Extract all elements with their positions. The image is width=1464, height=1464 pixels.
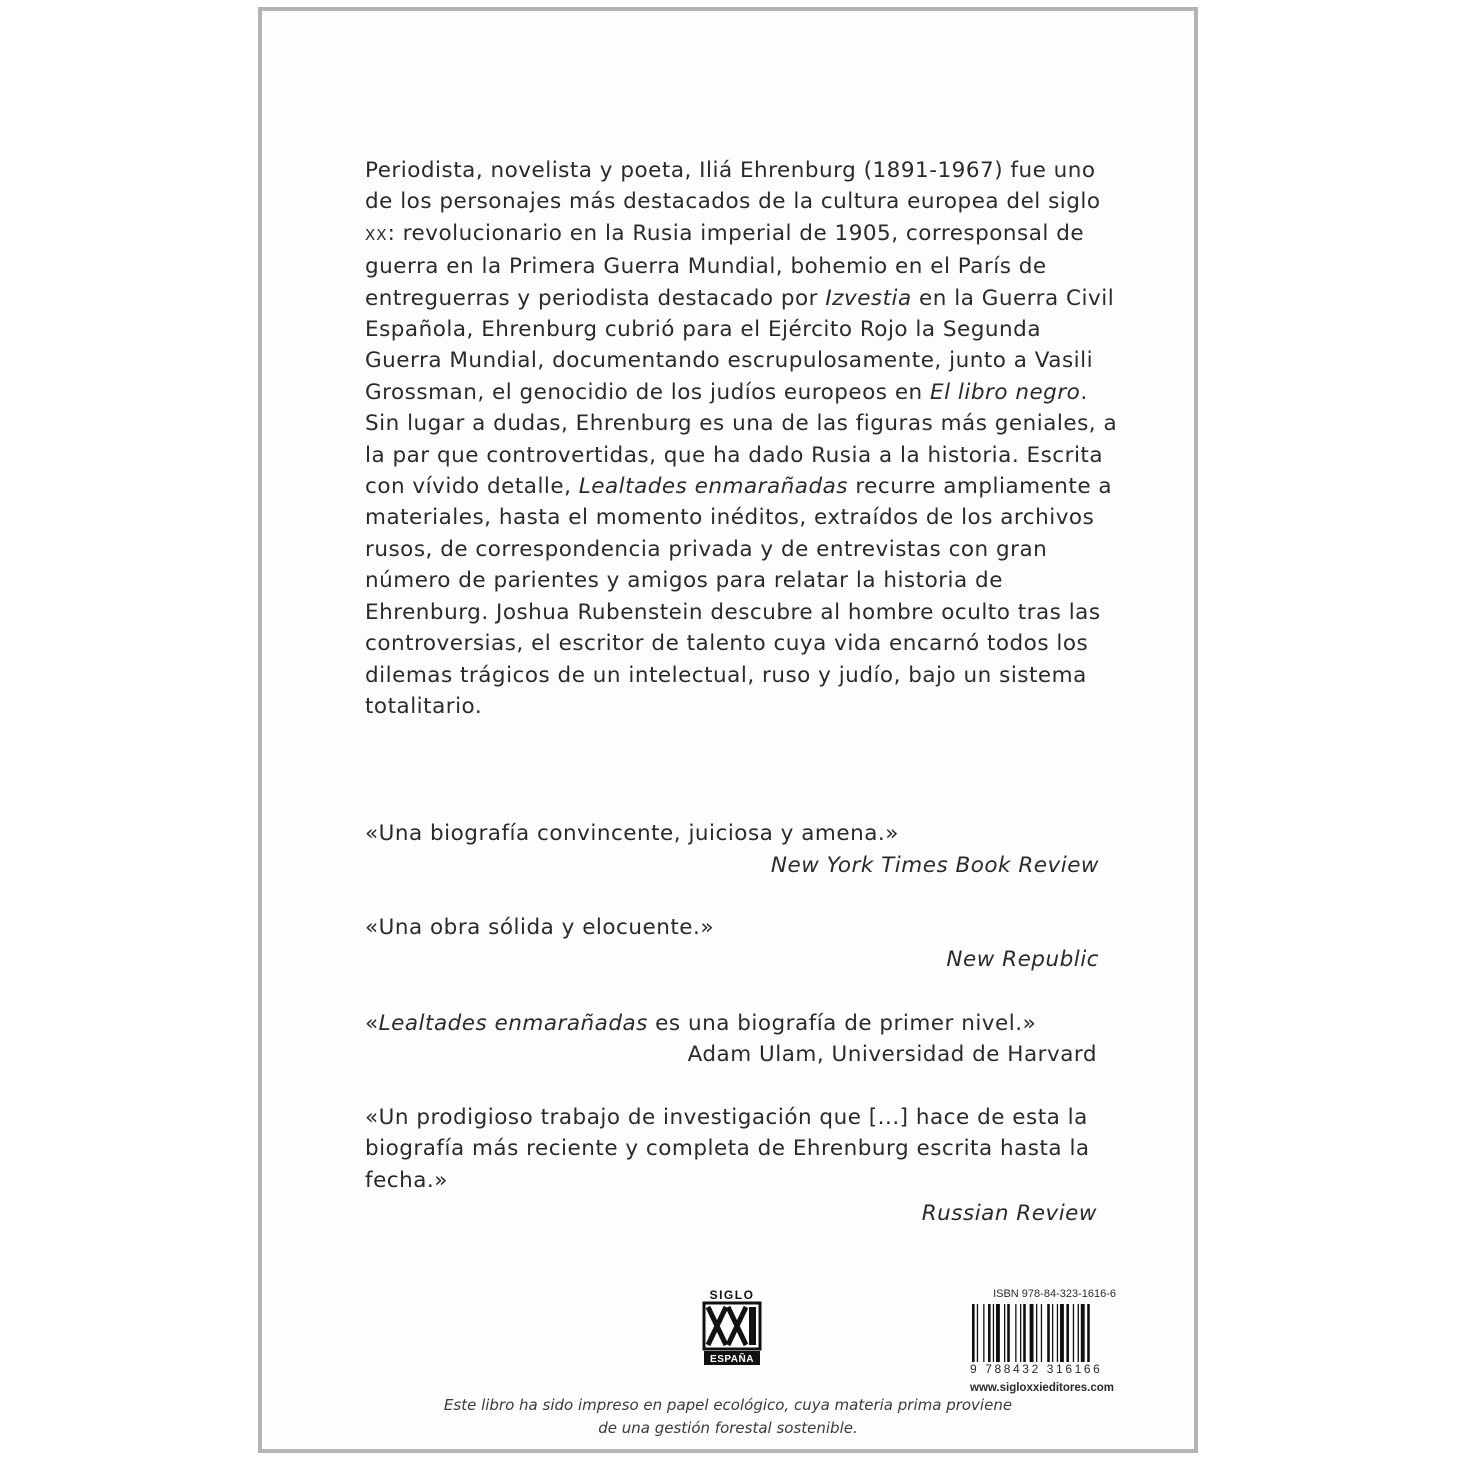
- quote-text: «Una obra sólida y elocuente.»: [365, 915, 714, 940]
- quote-source: Russian Review: [921, 1201, 1097, 1227]
- book-title-black-book: El libro negro: [930, 379, 1081, 405]
- barcode-icon: [968, 1304, 1130, 1364]
- quote-source: New York Times Book Review: [770, 853, 1099, 879]
- review-quote-new-republic: [365, 912, 1115, 976]
- synopsis-text-4: . Sin lugar a dudas, Ehrenburg es una de las figuras más geniales, a la par que controvertidas, que ha dado Rusia a la historia. Escrita con vívido detalle,: [365, 379, 1118, 500]
- review-quote-ulam: [365, 1008, 1115, 1071]
- quote-source: New Republic: [946, 947, 1099, 973]
- synopsis-text-3: en la Guerra Civil Española, Ehrenburg cubrió para el Ejército Rojo la Segunda Guerra Mundial, documentando escrupulosamente, junto a Vasili Grossman, el genocidio de los judíos europeos en: [365, 285, 1115, 405]
- publisher-website: www.sigloxxieditores.com: [970, 1382, 1115, 1394]
- review-quote-russian-review: [365, 1102, 1115, 1230]
- quote-text: es una biografía de primer nivel.»: [647, 1011, 1037, 1036]
- quote-book-title: Lealtades enmarañadas: [378, 1011, 648, 1036]
- quote-text: «Una biografía convincente, juiciosa y amena.»: [365, 821, 899, 846]
- synopsis-paragraph: [365, 155, 1125, 722]
- isbn-number: ISBN 978-84-323-1616-6: [993, 1288, 1116, 1300]
- barcode: [968, 1304, 1130, 1364]
- notice-line-1: Este libro ha sido impreso en papel ecológico, cuya materia prima proviene: [443, 1396, 1013, 1414]
- siglo-xxi-logo-icon: [700, 1287, 764, 1367]
- century-numeral: XX: [365, 225, 388, 244]
- logo-top-text: SIGLO: [709, 1288, 755, 1302]
- publisher-logo: [700, 1287, 764, 1367]
- review-quote-nyt: [365, 818, 1115, 882]
- quote-text: «Un prodigioso trabajo de investigación que [...] hace de esta la biografía más reciente y completa de Ehrenburg escrita hasta la fecha.»: [365, 1105, 1090, 1193]
- notice-line-2: de una gestión forestal sostenible.: [598, 1419, 858, 1437]
- synopsis-text-2: : revolucionario en la Rusia imperial de 1905, corresponsal de guerra en la Primera Guerra Mundial, bohemio en el París de entreguerras y periodista destacado por: [365, 220, 1085, 311]
- logo-bottom-text: ESPAÑA: [710, 1354, 754, 1365]
- isbn-block: [968, 1288, 1130, 1394]
- quote-source: Adam Ulam, Universidad de Harvard: [687, 1042, 1097, 1068]
- book-title: Lealtades enmarañadas: [578, 474, 848, 500]
- newspaper-title: Izvestia: [825, 285, 912, 311]
- quote-open-mark: «: [365, 1011, 379, 1036]
- eco-paper-notice: [358, 1394, 1098, 1440]
- synopsis-text-1: Periodista, novelista y poeta, Iliá Ehrenburg (1891-1967) fue uno de los personajes más destacados de la cultura europea del siglo: [365, 158, 1101, 215]
- synopsis-text-5: recurre ampliamente a materiales, hasta el momento inéditos, extraídos de los archivos rusos, de correspondencia privada y de entrevistas con gran número de parientes y amigos para relatar la historia de Ehrenburg. Joshua Rubenstein descubre al hombre oculto tras las controversias, el escritor de talento cuya vida encarnó todos los dilemas trágicos de un intelectual, ruso y judío, bajo un sistema totalitario.: [365, 474, 1113, 719]
- barcode-digits: 9 788432 316166: [970, 1362, 1103, 1376]
